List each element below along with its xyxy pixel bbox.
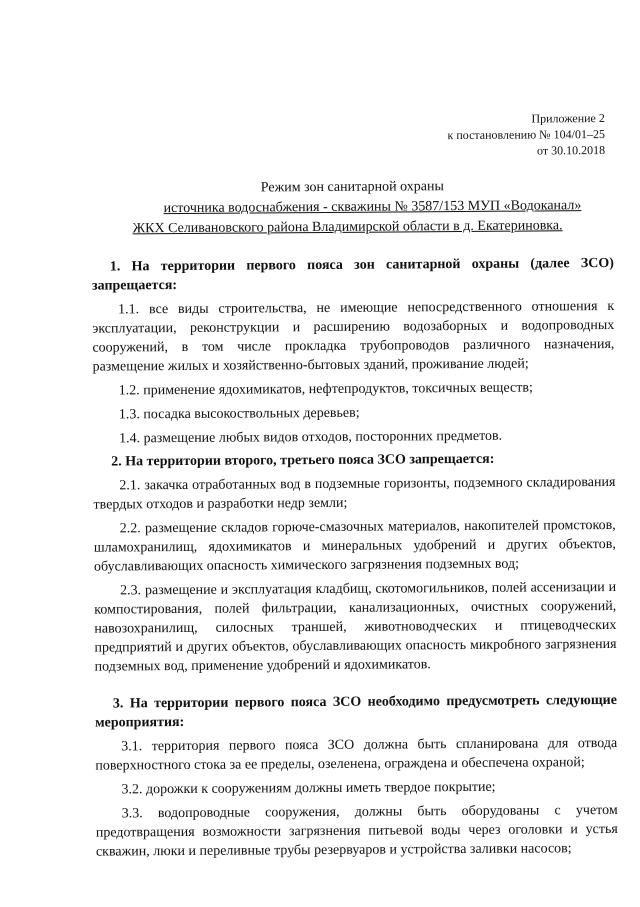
appendix-label: Приложение 2 — [531, 111, 605, 126]
section-1-item-4: 1.4. размещение любых видов отходов, посторонних предметов. — [119, 428, 503, 447]
section-2-heading: 2. На территории второго, третьего пояса ЗСО запрещается: — [111, 451, 495, 470]
appendix-resolution-number: к постановлению № 104/01–25 — [447, 127, 605, 143]
section-3-item-2: 3.2. дорожки к сооружениям должны иметь твердое покрытие; — [121, 779, 496, 798]
title-line-3: ЖКХ Селивановского района Владимирской области в д. Екатериновка. — [132, 218, 563, 237]
document-title — [91, 176, 613, 240]
section-2-item-3: 2.3. размещение и эксплуатация кладбищ, скотомогильников, полей ассенизации и компостирования, полей фильтрации, канализационных, очистных сооружений, навозохранилищ, силосных траншей, животноводческих и птицеводческих предприятий и других объектов, обуславливающих опасность микробного загрязнения подземных вод, применение удобрений и ядохимикатов. — [94, 579, 617, 675]
appendix-resolution-date: от 30.10.2018 — [536, 143, 606, 158]
title-line-2: источника водоснабжения - скважины № 3587/153 МУП «Водоканал» — [163, 198, 582, 217]
appendix-block — [91, 110, 605, 162]
section-2-item-1: 2.1. закачка отработанных вод в подземные горизонты, подземного складирования твердых отходов и разработки недр земли; — [93, 474, 616, 513]
section-1-item-3: 1.3. посадка высокоствольных деревьев; — [118, 405, 360, 423]
title-line-1: Режим зон санитарной охраны — [260, 179, 444, 196]
section-3-item-1: 3.1. территория первого пояса ЗСО должна быть спланирована для отвода поверхностного стока за ее пределы, озеленена, ограждена и обеспечена охраной; — [95, 735, 618, 774]
section-1-heading: 1. На территории первого пояса зон санитарной охраны (далее ЗСО) запрещается: — [91, 255, 614, 294]
section-3-heading: 3. На территории первого пояса ЗСО необходимо предусмотреть следующие мероприятия: — [94, 692, 617, 731]
section-3-item-3: 3.3. водопроводные сооружения, должны быть оборудованы с учетом предотвращения возможности загрязнения питьевой воды через оголовки и устья скважин, люки и переливные трубы резервуаров и устройства заливки насосов; — [95, 802, 618, 860]
section-2-item-2: 2.2. размещение складов горюче-смазочных материалов, накопителей промстоков, шламохранилищ, ядохимикатов и минеральных удобрений и других объектов, обуславливающих опасность химического загрязнения подземных вод; — [93, 517, 616, 575]
section-1-item-1: 1.1. все виды строительства, не имеющие непосредственного отношения к эксплуатации, реконструкции и расширению водозаборных и водопроводных сооружений, в том числе прокладка трубопроводов различного назначения, размещение жилых и хозяйственно-бытовых зданий, проживание людей; — [92, 298, 615, 375]
section-1-item-2: 1.2. применение ядохимикатов, нефтепродуктов, токсичных веществ; — [118, 380, 533, 399]
